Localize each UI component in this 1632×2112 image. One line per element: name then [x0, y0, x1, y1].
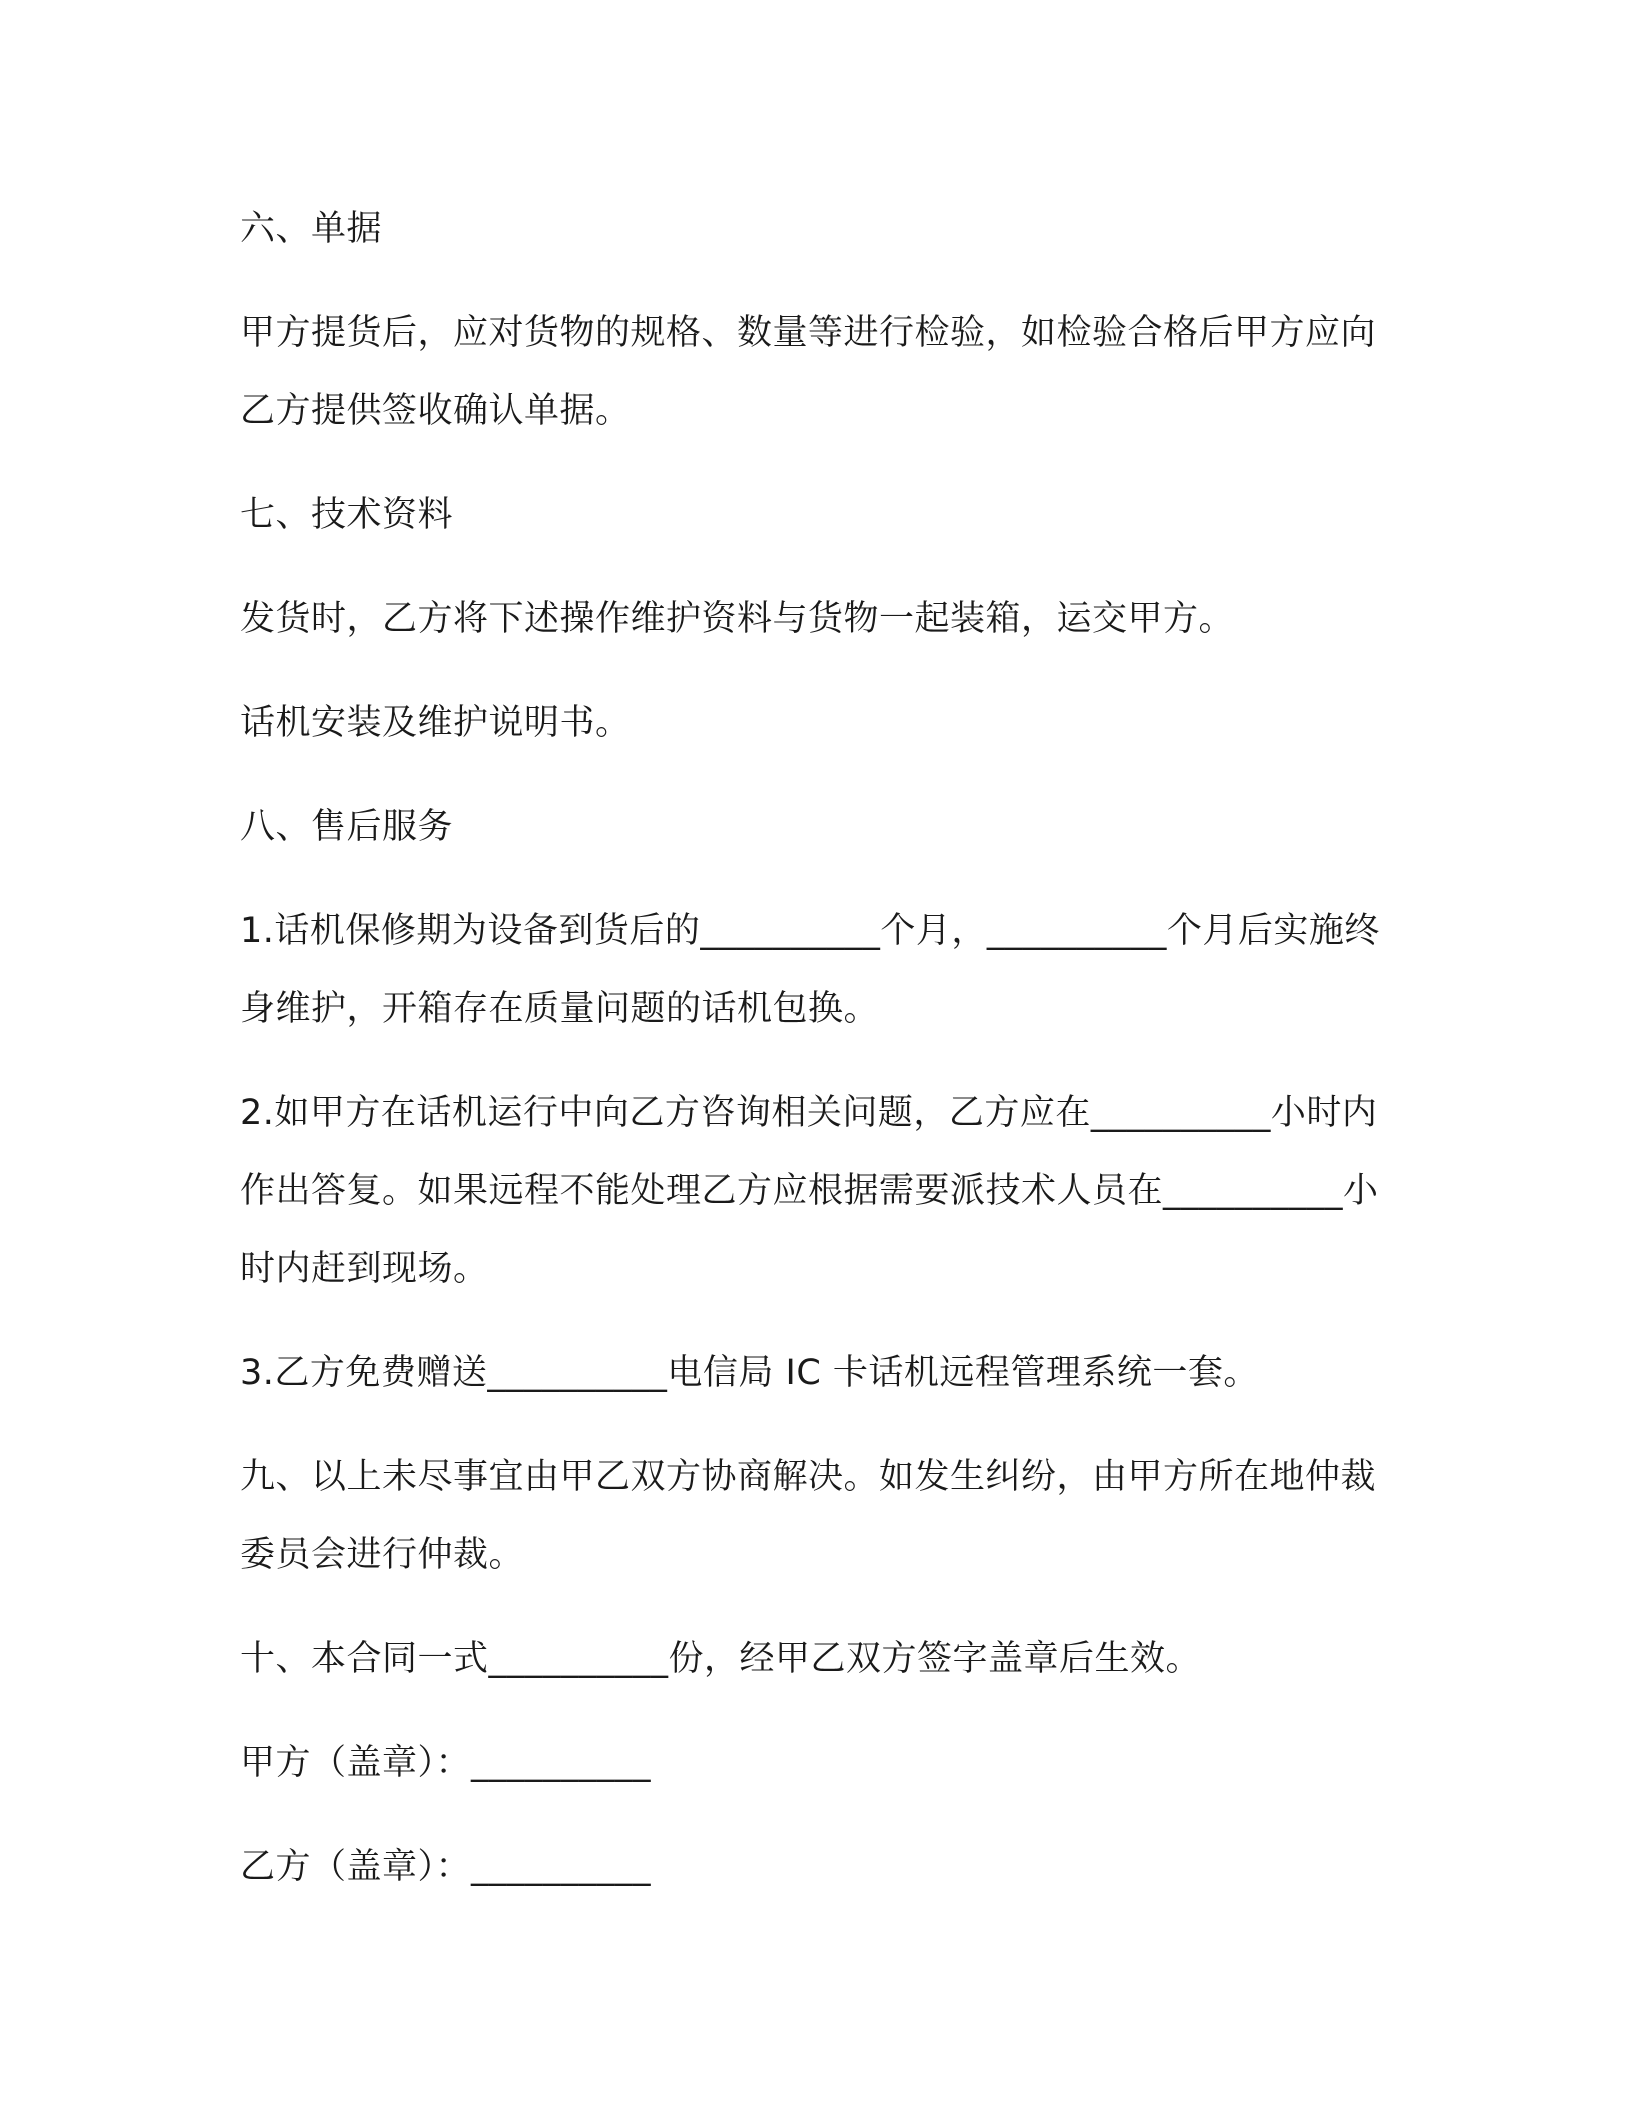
document-content [240, 190, 1390, 1906]
section-7-heading: 七、技术资料 [240, 495, 454, 535]
section-6-heading: 六、单据 [240, 209, 383, 249]
section-7-body-delivery: 发货时，乙方将下述操作维护资料与货物一起装箱，运交甲方。 [240, 599, 1235, 639]
section-8-item-3: 3.乙方免费赠送__________电信局 IC 卡话机远程管理系统一套。 [240, 1353, 1259, 1393]
section-8-heading: 八、售后服务 [240, 807, 454, 847]
section-6-body: 甲方提货后，应对货物的规格、数量等进行检验，如检验合格后甲方应向乙方提供签收确认单据。 [240, 313, 1377, 431]
section-8-item-1: 1.话机保修期为设备到货后的__________个月，__________个月后实施终身维护，开箱存在质量问题的话机包换。 [240, 911, 1380, 1029]
section-9: 九、以上未尽事宜由甲乙双方协商解决。如发生纠纷，由甲方所在地仲裁委员会进行仲裁。 [240, 1457, 1377, 1575]
party-a-seal-line: 甲方（盖章）：__________ [240, 1743, 652, 1783]
section-8-item-2: 2.如甲方在话机运行中向乙方咨询相关问题，乙方应在__________小时内作出答复。如果远程不能处理乙方应根据需要派技术人员在__________小时内赶到现场。 [240, 1093, 1379, 1289]
party-b-seal-line: 乙方（盖章）：__________ [240, 1847, 652, 1887]
section-7-body-manual: 话机安装及维护说明书。 [240, 703, 631, 743]
section-10: 十、本合同一式__________份，经甲乙双方签字盖章后生效。 [240, 1639, 1202, 1679]
